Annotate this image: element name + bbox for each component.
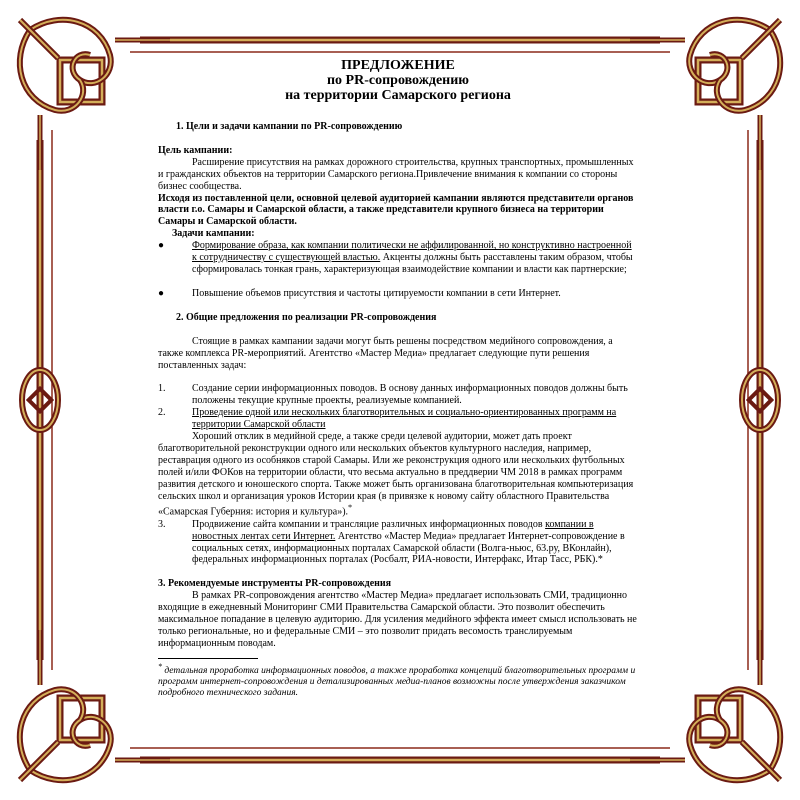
item-2-underlined: Проведение одной или нескольких благотворительных и социально-ориентированных программ на территории Самарской области: [192, 407, 617, 431]
title-line-2: по PR-сопровождению: [326, 73, 469, 88]
list-item-2: [158, 407, 638, 431]
title-line-1: ПРЕДЛОЖЕНИЕ: [341, 58, 455, 73]
item-3-rest: Агентство «Мастер Медиа» предлагает Интернет-сопровождение в социальных сетях, информационных порталах Самарской области (Волга-ньюс, 63.ру, ВКонлайн), федеральных информационных порталах (Росбалт, РИА-новости, Интерфакс, Итар Тасс, РБК).*: [192, 530, 625, 566]
task-2-text: Повышение объемов присутствия и частоты цитируемости компании в сети Интернет.: [192, 287, 561, 299]
section-2-intro: Стоящие в рамках кампании задачи могут быть решены посредством медийного сопровождения, а также комплекса PR-мероприятий. Агентство «Мастер Медиа» предлагает следующие пути решения поставленных задач:: [158, 335, 613, 371]
item-3-start: Продвижение сайта компании и трансляцие различных информационных поводов: [192, 518, 546, 530]
section-1-heading: 1. Цели и задачи кампании по PR-сопровождению: [176, 121, 403, 132]
title-line-3: на территории Самарского региона: [285, 88, 511, 103]
task-bullet-1: [158, 240, 638, 276]
item-1-text: Создание серии информационных поводов. В основу данных информационных поводов должны быть положены текущие крупные проекты, реализуемые компанией.: [192, 383, 628, 407]
item-2-detail: [158, 431, 638, 519]
bullet-icon: ●: [158, 240, 165, 252]
footnote: [158, 661, 638, 699]
task-bullet-2: [158, 288, 638, 300]
bullet-icon: ●: [158, 287, 165, 299]
item-3-underlined: компании в новостных лентах сети Интернет.: [192, 518, 594, 542]
document-title: [158, 58, 638, 103]
section-3-heading: 3. Рекомендуемые инструменты PR-сопровождения: [158, 578, 392, 590]
audience-text: Исходя из поставленной цели, основной целевой аудиторией кампании являются представители органов власти г.о. Самары и Самарской области, а также представители крупного бизнеса на территории Самары и Самарской области.: [158, 192, 634, 228]
footnote-divider: [158, 658, 258, 659]
goal-label: Цель кампании:: [158, 144, 233, 156]
item-2-detail-text: Хороший отклик в медийной среде, а также среди целевой аудитории, может дать проект благотворительной реконструкции одного или нескольких объектов культурного наследия, например, реставрация одного из особняков старой Самары. Или же реконструкция одного или нескольких футбольных полей и/или ФОКов на территории области, что весьма актуально в преддверии ЧМ 2018 в рамках программ развития детского и юношеского спорта. Также может быть организована благотворительная компьютеризация сельских школ и организация уроков Истории края (в привязке к новому сайту областного Правительства «Самарская Губерния: история и культура»).: [158, 431, 634, 518]
section-2-heading: 2. Общие предложения по реализации PR-сопровождения: [176, 311, 437, 323]
item-2-number: 2.: [158, 407, 166, 419]
document-body: [158, 58, 638, 758]
section-3-text: В рамках PR-сопровождения агентство «Мастер Медиа» предлагает использовать СМИ, традиционно входящие в ежедневный Мониторинг СМИ Правительства Самарской области. Это позволит обеспечить максимальное попадание в целевую аудиторию. Для усиления медийного эффекта имеет смысл использовать не только региональные, но и федеральные СМИ – это позволит придать весомость транслируемым информационным поводам.: [158, 590, 637, 649]
tasks-label: Задачи кампании:: [172, 228, 255, 240]
task-1-rest: Акценты должны быть расставлены таким образом, чтобы сформировалась тонкая грань, характеризующая взаимодействие компании и власти как партнерские;: [192, 252, 633, 275]
goal-text: Расширение присутствия на рамках дорожного строительства, крупных транспортных, промышленных и гражданских объектов на территории Самарского региона.Привлечение внимания к компании со стороны бизнес сообщества.: [158, 156, 634, 192]
footnote-text: детальная проработка информационных поводов, а также проработка концепций благотворительных программ и программ интернет-сопровождения и детализированных медиа-планов возможны после утверждения заказчиком подробного технического задания.: [158, 665, 636, 698]
list-item-3: [158, 519, 638, 567]
item-3-number: 3.: [158, 518, 166, 530]
list-item-1: [158, 383, 638, 407]
footnote-mark: *: [348, 503, 353, 513]
task-1-underlined: Формирование образа, как компании политически не аффилированной, но конструктивно настроенной к сотрудничеству с существующей властью.: [192, 240, 632, 264]
footnote-mark: *: [158, 661, 162, 671]
item-1-number: 1.: [158, 383, 166, 395]
